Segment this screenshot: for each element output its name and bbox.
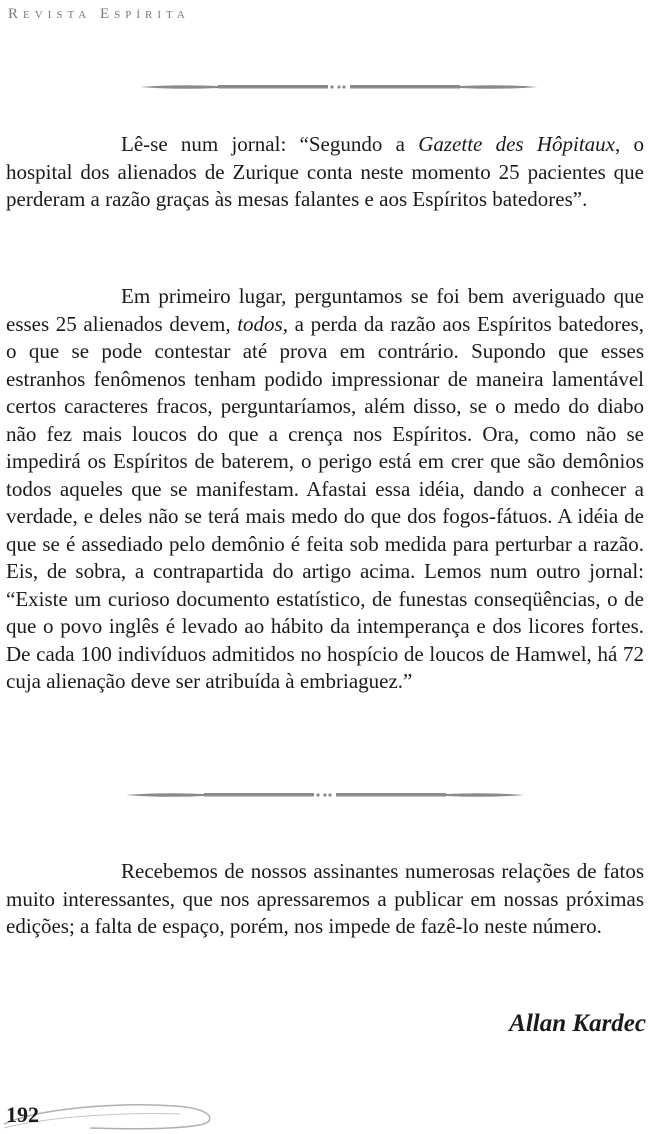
paragraph-text: , o hospital dos alienados de Zurique conta neste momento 25 pacientes que perderam a razão graças às mesas falantes e aos Espíritos batedores”.	[6, 132, 645, 211]
author-signature: Allan Kardec	[509, 1010, 646, 1037]
paragraph-subscribers	[6, 858, 644, 941]
paragraph-gazette	[6, 131, 644, 214]
paragraph-text: Em primeiro lugar, perguntamos se foi bem averiguado que esses 25 alienados devem,	[6, 284, 644, 336]
top-ornament-divider	[138, 80, 540, 94]
page-number: 192	[6, 1102, 39, 1127]
running-header: Revista Espírita	[8, 6, 190, 22]
paragraph-response	[6, 283, 644, 696]
paragraph-text: a perda da razão aos Espíritos batedores, o que se pode contestar até prova em contrário. Supondo que esses estranhos fenômenos tenham podido impressionar de maneira lamentável certos caracteres fracos, perguntaríamos, além disso, se o medo do diabo não fez mais loucos do que a crença nos Espíritos. Ora, como não se impedirá os Espíritos de baterem, o perigo está em crer que são demônios todos aqueles que se manifestam. Afastai essa idéia, dando a conhecer a verdade, e deles não se terá mais medo do que dos fogos-fátuos. A idéia de que se é assediado pelo demônio é feita sob medida para perturbar a razão. Eis, de sobra, a contrapartida do artigo acima. Lemos num outro jornal: “Existe um curioso documento estatístico, de funestas conseqüências, o de que o povo inglês é levado ao hábito da intemperança e dos licores fortes. De cada 100 indivíduos admitidos no hospício de loucos de Hamwel, há 72 cuja alienação deve ser atribuída à embriaguez.”	[6, 311, 644, 693]
paragraph-text: Recebemos de nossos assinantes numerosas relações de fatos muito interessantes, que nos apressaremos a publicar em nossas próximas edições; a falta de espaço, porém, nos impede de fazê-lo neste número.	[6, 859, 644, 938]
middle-ornament-divider	[124, 788, 526, 802]
italic-emphasis: todos,	[237, 311, 288, 336]
paragraph-text: Lê-se num jornal: “Segundo a	[121, 132, 419, 156]
italic-publication-name: Gazette des Hôpitaux	[418, 132, 616, 156]
